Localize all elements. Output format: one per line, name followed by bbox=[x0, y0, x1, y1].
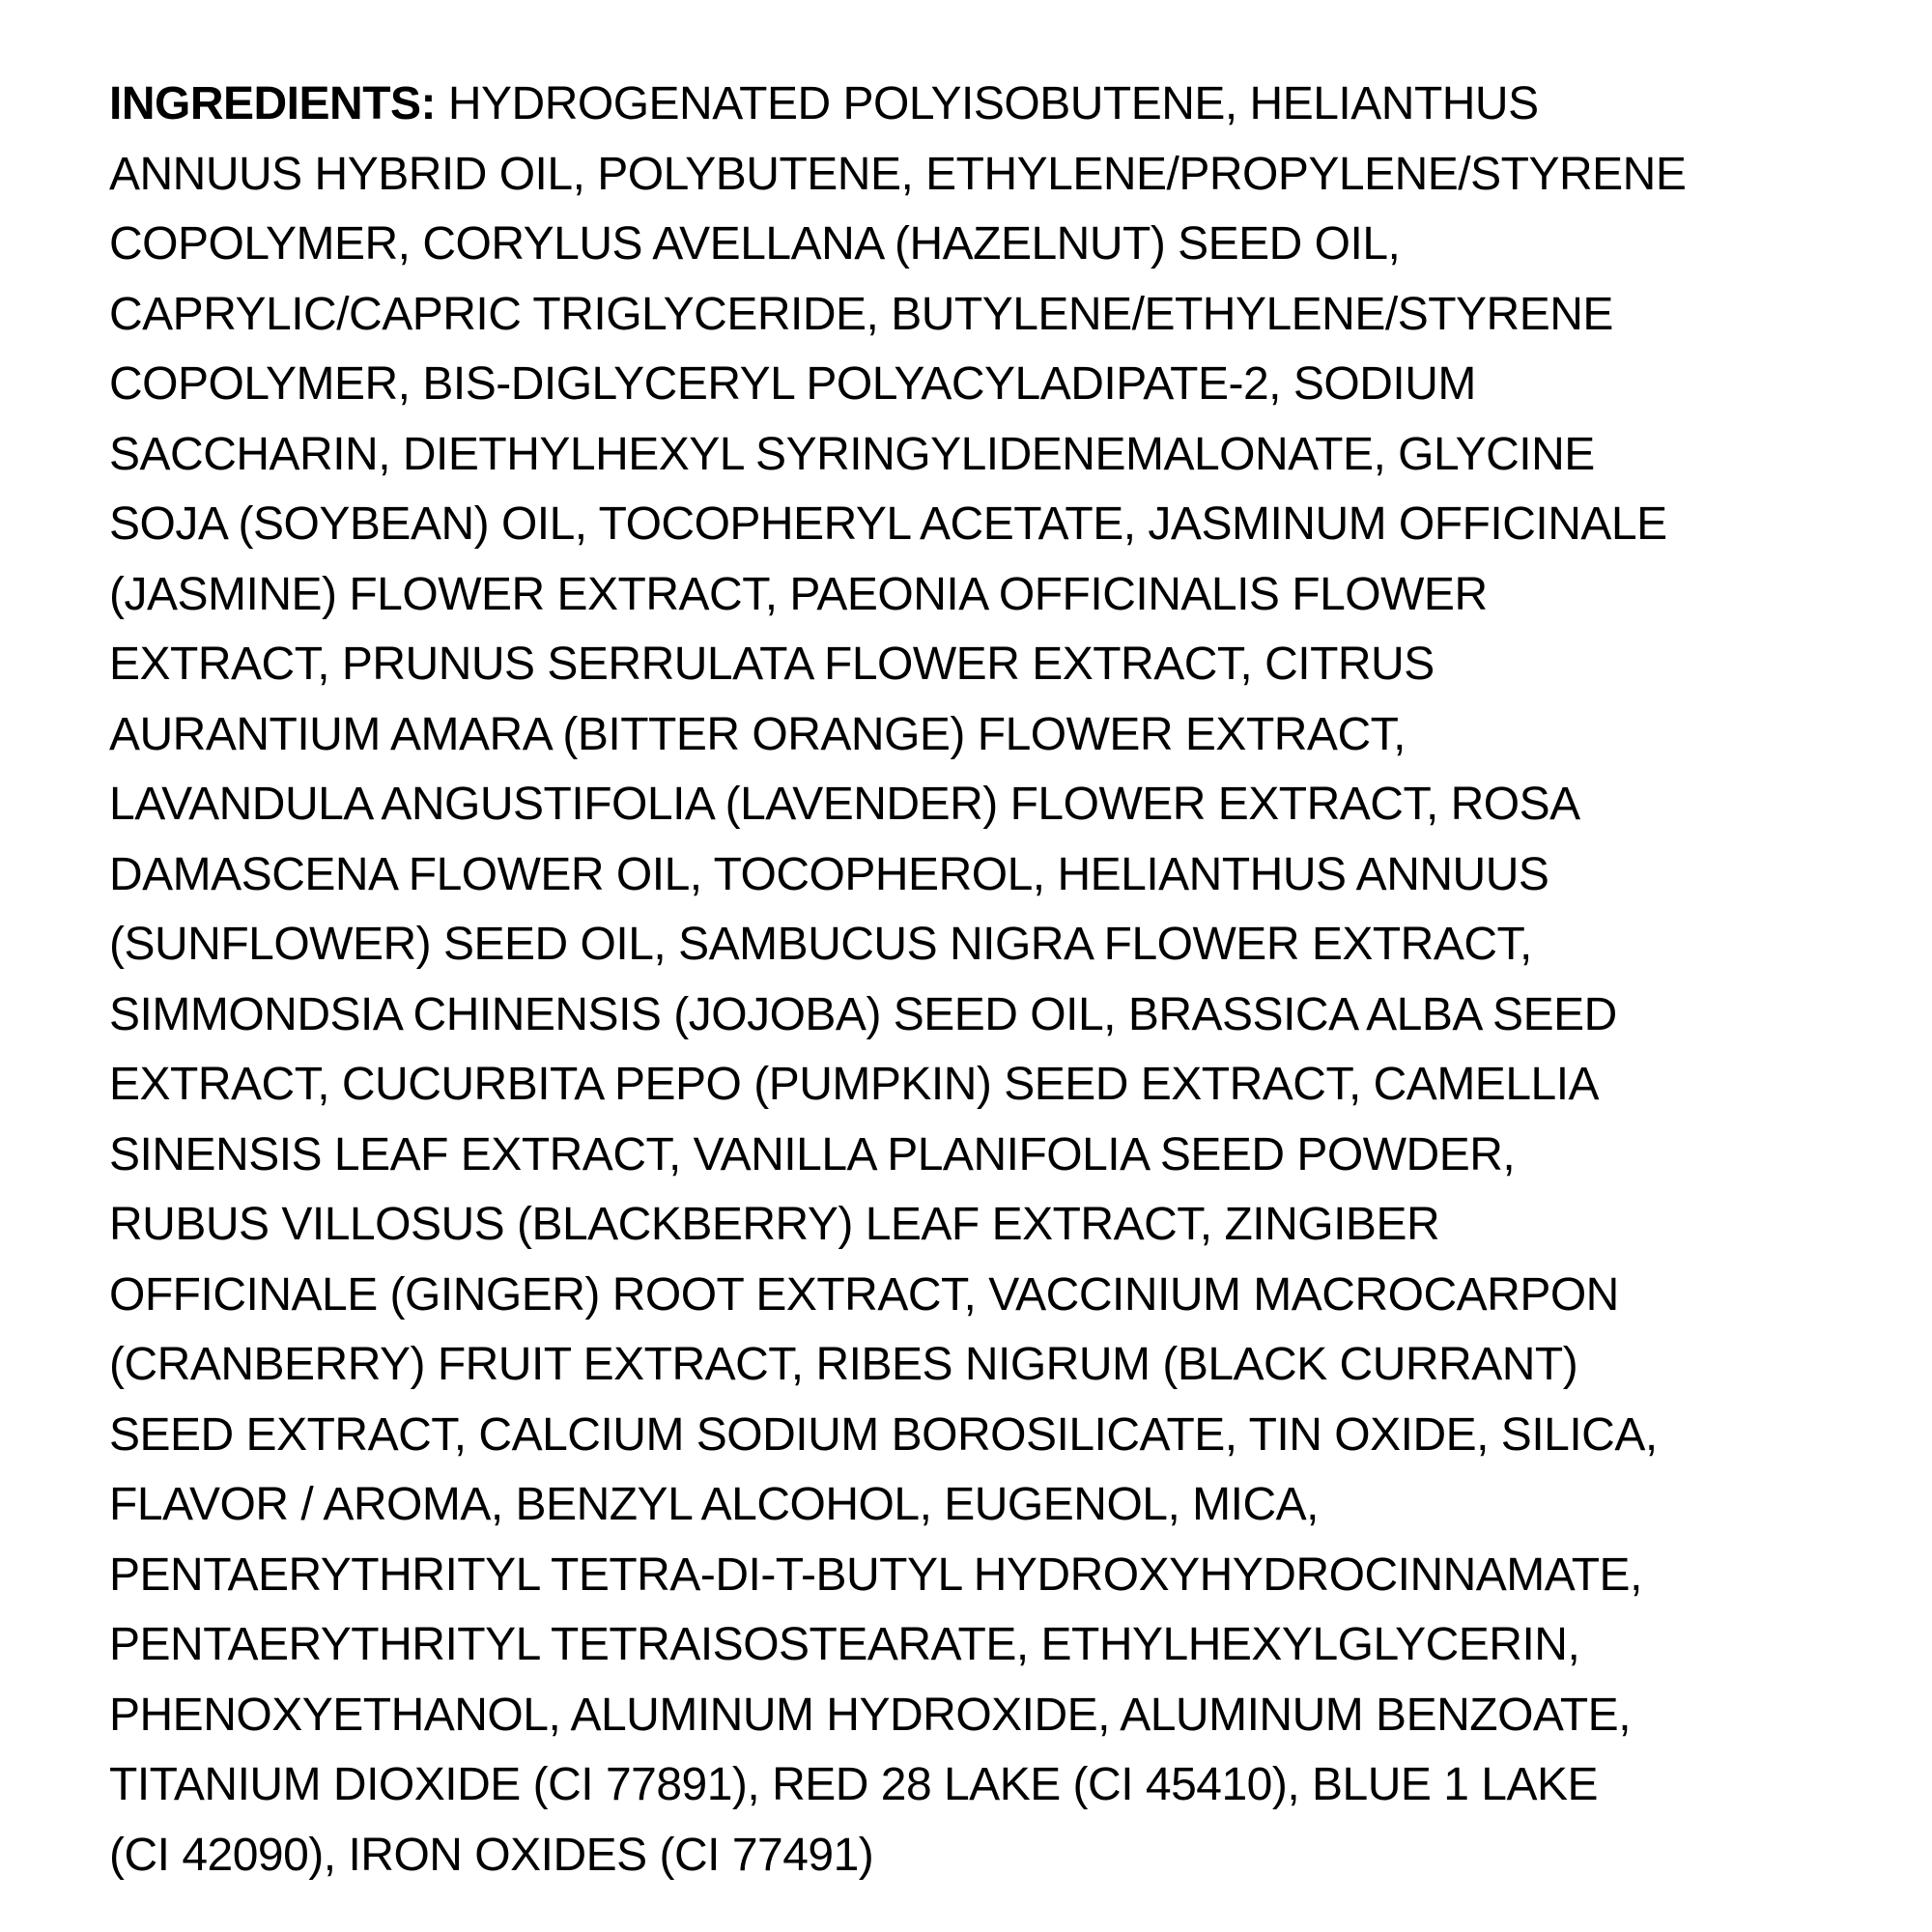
ingredients-line-5: COPOLYMER, BIS-DIGLYCERYL POLYACYLADIPATE-2, SODIUM bbox=[109, 358, 1476, 410]
ingredients-line-4: CAPRYLIC/CAPRIC TRIGLYCERIDE, BUTYLENE/ETHYLENE/STYRENE bbox=[109, 288, 1613, 340]
ingredients-line-1 bbox=[109, 70, 1848, 140]
ingredients-line-6: SACCHARIN, DIETHYLHEXYL SYRINGYLIDENEMALONATE, GLYCINE bbox=[109, 428, 1595, 480]
ingredients-text: HYDROGENATED POLYISOBUTENE, HELIANTHUS bbox=[436, 78, 1539, 129]
ingredients-line-16: SINENSIS LEAF EXTRACT, VANILLA PLANIFOLIA SEED POWDER, bbox=[109, 1128, 1516, 1180]
ingredients-line-26: (CI 42090), IRON OXIDES (CI 77491) bbox=[109, 1829, 874, 1881]
ingredients-line-2: ANNUUS HYBRID OIL, POLYBUTENE, ETHYLENE/PROPYLENE/STYRENE bbox=[109, 148, 1687, 200]
ingredients-line-17: RUBUS VILLOSUS (BLACKBERRY) LEAF EXTRACT, ZINGIBER bbox=[109, 1199, 1440, 1250]
ingredients-line-20: SEED EXTRACT, CALCIUM SODIUM BOROSILICATE, TIN OXIDE, SILICA, bbox=[109, 1408, 1658, 1461]
ingredients-line-12: DAMASCENA FLOWER OIL, TOCOPHEROL, HELIANTHUS ANNUUS bbox=[109, 848, 1549, 900]
ingredients-line-22: PENTAERYTHRITYL TETRA-DI-T-BUTYL HYDROXYHYDROCINNAMATE, bbox=[109, 1548, 1642, 1601]
ingredients-line-11: LAVANDULA ANGUSTIFOLIA (LAVENDER) FLOWER EXTRACT, ROSA bbox=[109, 779, 1580, 830]
ingredients-line-7: SOJA (SOYBEAN) OIL, TOCOPHERYL ACETATE, JASMINUM OFFICINALE bbox=[109, 498, 1667, 550]
ingredients-line-8: (JASMINE) FLOWER EXTRACT, PAEONIA OFFICINALIS FLOWER bbox=[109, 568, 1488, 620]
ingredients-line-19: (CRANBERRY) FRUIT EXTRACT, RIBES NIGRUM (BLACK CURRANT) bbox=[109, 1339, 1578, 1390]
ingredients-heading: INGREDIENTS: bbox=[109, 78, 437, 129]
ingredients-panel bbox=[109, 70, 1848, 1890]
ingredients-line-21: FLAVOR / AROMA, BENZYL ALCOHOL, EUGENOL, MICA, bbox=[109, 1479, 1319, 1530]
ingredients-line-25: TITANIUM DIOXIDE (CI 77891), RED 28 LAKE (CI 45410), BLUE 1 LAKE bbox=[109, 1759, 1599, 1810]
ingredients-line-9: EXTRACT, PRUNUS SERRULATA FLOWER EXTRACT, CITRUS bbox=[109, 639, 1435, 690]
ingredients-line-24: PHENOXYETHANOL, ALUMINUM HYDROXIDE, ALUMINUM BENZOATE, bbox=[109, 1689, 1632, 1741]
ingredients-line-23: PENTAERYTHRITYL TETRAISOSTEARATE, ETHYLHEXYLGLYCERIN, bbox=[109, 1619, 1580, 1670]
ingredients-line-18: OFFICINALE (GINGER) ROOT EXTRACT, VACCINIUM MACROCARPON bbox=[109, 1268, 1619, 1321]
ingredients-line-15: EXTRACT, CUCURBITA PEPO (PUMPKIN) SEED EXTRACT, CAMELLIA bbox=[109, 1059, 1600, 1110]
ingredients-line-10: AURANTIUM AMARA (BITTER ORANGE) FLOWER EXTRACT, bbox=[109, 708, 1406, 760]
ingredients-line-13: (SUNFLOWER) SEED OIL, SAMBUCUS NIGRA FLOWER EXTRACT, bbox=[109, 919, 1532, 970]
ingredients-line-3: COPOLYMER, CORYLUS AVELLANA (HAZELNUT) SEED OIL, bbox=[109, 218, 1401, 270]
ingredients-line-14: SIMMONDSIA CHINENSIS (JOJOBA) SEED OIL, BRASSICA ALBA SEED bbox=[109, 988, 1617, 1040]
